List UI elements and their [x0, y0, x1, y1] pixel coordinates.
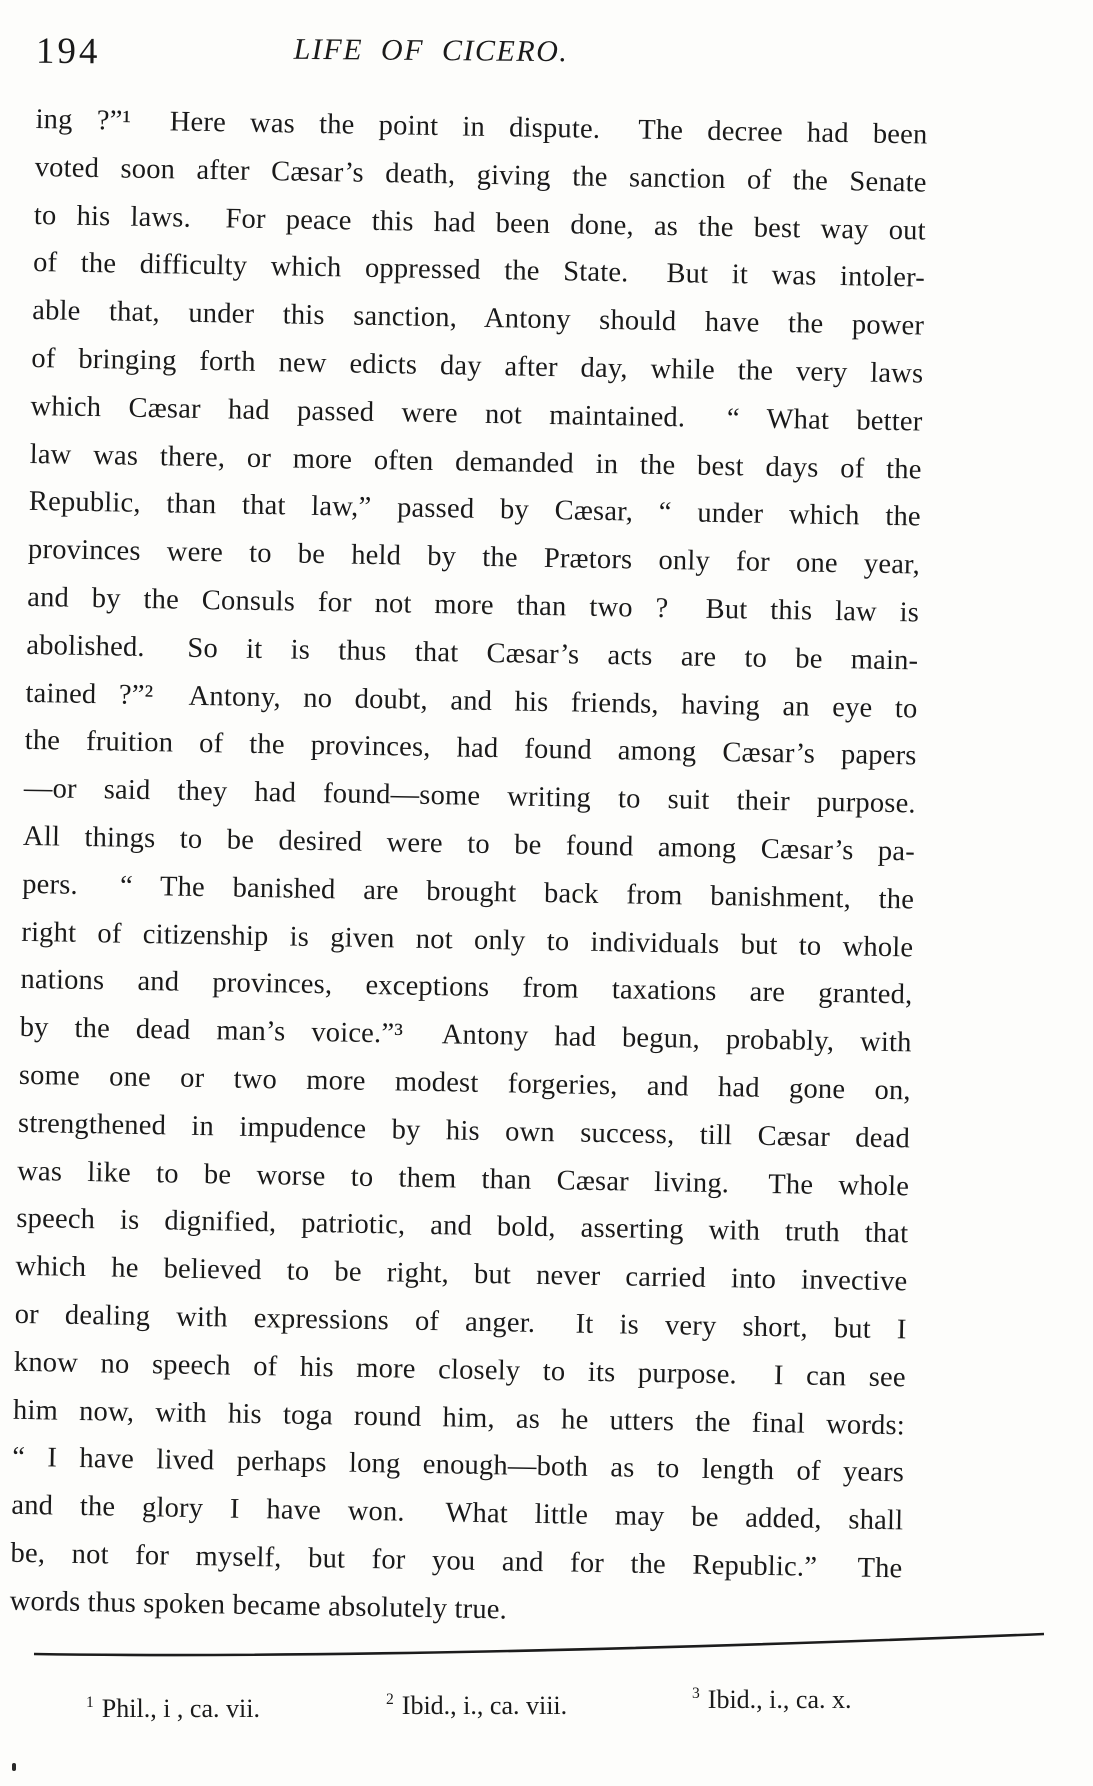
footnote-1-marker: 1 [86, 1694, 94, 1712]
text-line: pers. “ The banished are brought back from banishment, the [21, 868, 915, 916]
text-line: and by the Consuls for not more than two ? But this law is [26, 581, 920, 629]
text-line: to his laws. For peace this had been done, as the best way out [33, 199, 927, 247]
text-line: him now, with his toga round him, as he utters the final words: [12, 1394, 906, 1441]
text-line: of the difficulty which oppressed the State. But it was intoler- [32, 247, 926, 294]
text-line: by the dead man’s voice.”³ Antony had begun, probably, with [19, 1012, 912, 1059]
text-line: tained ?”² Antony, no doubt, and his friends, having an eye to [25, 677, 918, 725]
text-line: abolished. So it is thus that Cæsar’s acts are to be main- [26, 629, 919, 677]
text-line: and the glory I have won. What little may be added, shall [11, 1489, 904, 1537]
footnote-2 [386, 1691, 567, 1721]
page-number: 194 [35, 30, 101, 73]
footnote-1 [86, 1694, 260, 1724]
text-line: some one or two more modest forgeries, and had gone on, [18, 1059, 912, 1107]
text-line: which he believed to be right, but never carried into invective [15, 1250, 908, 1298]
text-line: able that, under this sanction, Antony should have the power [31, 295, 925, 342]
body-text-paragraph [9, 96, 928, 1641]
text-line: ing ?”¹ Here was the point in dispute. The decree had been [35, 103, 928, 151]
text-line: nations and provinces, exceptions from taxations are granted, [20, 964, 913, 1011]
text-line: right of citizenship is given not only to individuals but to whole [21, 916, 914, 963]
text-line: “ I have lived perhaps long enough—both as to length of years [11, 1442, 905, 1489]
footnote-3-text: Ibid., i., ca. x. [707, 1685, 852, 1714]
footnote-1-text: Phil., i , ca. vii. [101, 1694, 260, 1723]
footnote-divider-rule [28, 1626, 1058, 1666]
footnote-2-marker: 2 [386, 1691, 394, 1709]
text-line: —or said they had found—some writing to suit their purpose. [23, 773, 917, 820]
text-line: strengthened in impudence by his own success, till Cæsar dead [17, 1107, 911, 1155]
text-line: which Cæsar had passed were not maintained. “ What better [30, 390, 923, 438]
text-line: was like to be worse to them than Cæsar living. The whole [16, 1155, 910, 1202]
text-line: voted soon after Cæsar’s death, giving the sanction of the Senate [34, 151, 927, 199]
text-line: speech is dignified, patriotic, and bold, asserting with truth that [16, 1203, 909, 1250]
text-line: the fruition of the provinces, had found among Cæsar’s papers [24, 725, 917, 772]
text-line: of bringing forth new edicts day after day, while the very laws [31, 342, 924, 390]
text-line: or dealing with expressions of anger. It is very short, but I [14, 1298, 907, 1346]
ink-speck [12, 1763, 16, 1771]
running-title: LIFE OF CICERO. [293, 32, 569, 69]
footnote-2-text: Ibid., i., ca. viii. [401, 1691, 568, 1720]
text-line: be, not for myself, but for you and for the Republic.” The [10, 1537, 903, 1585]
text-line: law was there, or more often demanded in the best days of the [29, 438, 922, 486]
text-line: know no speech of his more closely to its purpose. I can see [13, 1346, 907, 1394]
text-line: provinces were to be held by the Prætors only for one year, [27, 534, 921, 581]
footnote-3-marker: 3 [692, 1685, 700, 1703]
text-line: All things to be desired were to be found among Cæsar’s pa- [22, 820, 916, 868]
text-line: words thus spoken became absolutely true. [9, 1585, 508, 1626]
text-line: Republic, than that law,” passed by Cæsar, “ under which the [28, 486, 922, 533]
footnote-3 [692, 1685, 851, 1715]
